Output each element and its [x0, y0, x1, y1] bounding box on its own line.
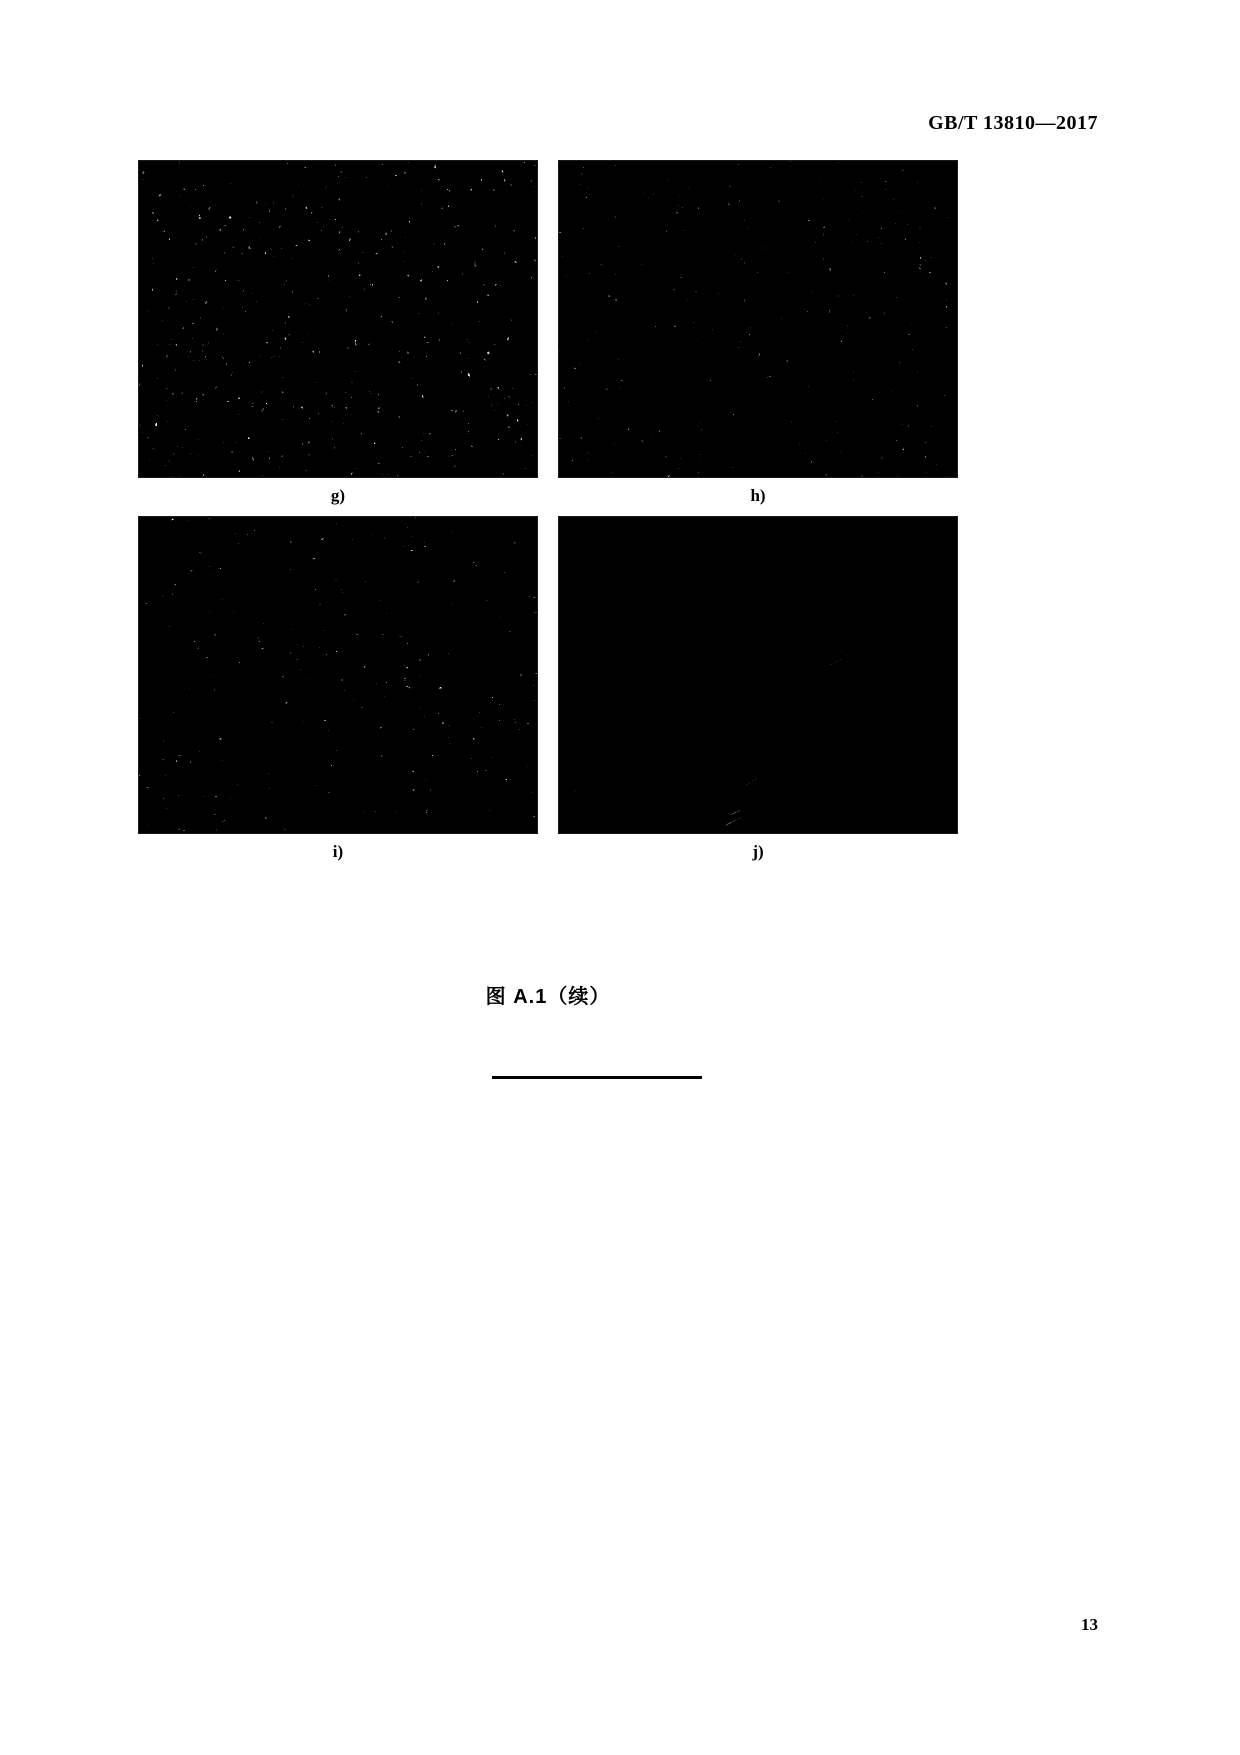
page-header-standard-number: GB/T 13810—2017 — [928, 112, 1098, 134]
figure-label-h: h) — [750, 486, 766, 505]
micrograph-g — [138, 160, 538, 478]
micrograph-j — [558, 516, 958, 834]
figure-label-j: j) — [752, 842, 764, 861]
figure-label-g: g) — [330, 486, 346, 505]
micrograph-h — [558, 160, 958, 478]
figure-cell-g — [138, 160, 538, 508]
page-number: 13 — [1081, 1615, 1098, 1634]
figure-caption: 图 A.1（续） — [485, 986, 611, 1008]
figure-cell-i — [138, 516, 538, 864]
figure-row-top — [138, 160, 958, 508]
micrograph-h-graphic — [559, 161, 957, 477]
micrograph-g-graphic — [139, 161, 537, 477]
figure-cell-h — [558, 160, 958, 508]
micrograph-i-graphic — [139, 517, 537, 833]
horizontal-rule — [492, 1076, 702, 1079]
figure-row-bottom — [138, 516, 958, 864]
micrograph-j-graphic — [559, 517, 957, 833]
micrograph-i — [138, 516, 538, 834]
figure-image-grid — [138, 160, 958, 864]
figure-label-i: i) — [332, 842, 344, 861]
figure-cell-j — [558, 516, 958, 864]
